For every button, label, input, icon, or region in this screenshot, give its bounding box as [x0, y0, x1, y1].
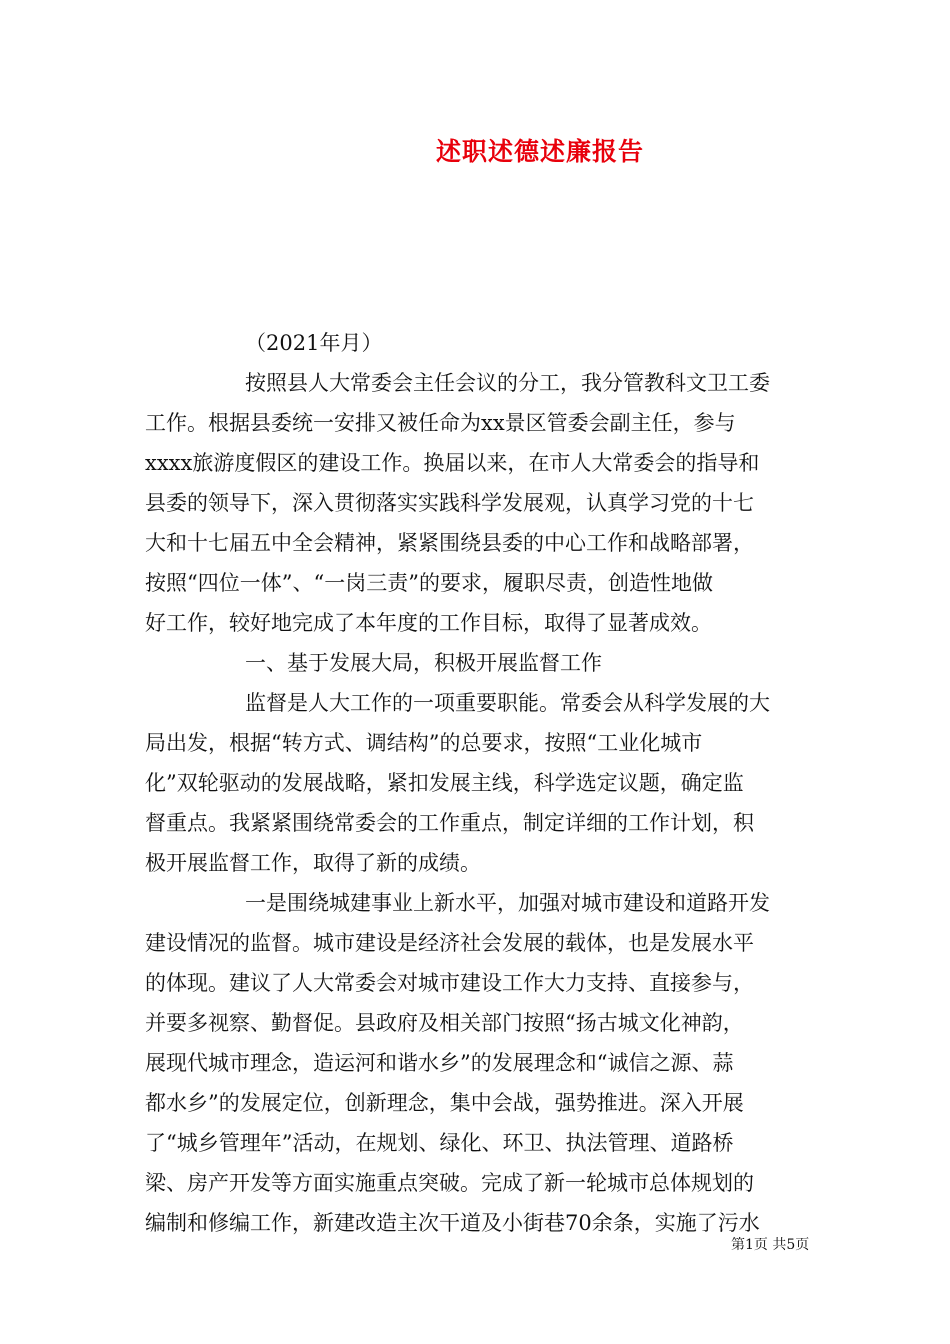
text-line: 局出发，根据“转方式、调结构”的总要求，按照“工业化城市 [145, 731, 703, 755]
text-line: 一是围绕城建事业上新水平，加强对城市建设和道路开发 [245, 891, 770, 915]
text-line: 按照“四位一体”、“一岗三责”的要求，履职尽责，创造性地做 [145, 571, 713, 595]
text-line: 化”双轮驱动的发展战略，紧扣发展主线，科学选定议题，确定监 [145, 771, 744, 795]
text-line: 展现代城市理念，造运河和谐水乡”的发展理念和“诚信之源、蒜 [145, 1051, 734, 1075]
text-line: 的体现。建议了人大常委会对城市建设工作大力支持、直接参与， [145, 971, 754, 995]
text-line: 一、基于发展大局，积极开展监督工作 [245, 651, 602, 675]
text-line: 监督是人大工作的一项重要职能。常委会从科学发展的大 [245, 691, 770, 715]
text-line: 县委的领导下，深入贯彻落实实践科学发展观，认真学习党的十七 [145, 491, 754, 515]
text-line: 梁、房产开发等方面实施重点突破。完成了新一轮城市总体规划的 [145, 1171, 754, 1195]
text-line: 并要多视察、勤督促。县政府及相关部门按照“扬古城文化神韵， [145, 1011, 744, 1035]
text-line: xxxx旅游度假区的建设工作。换届以来，在市人大常委会的指导和 [145, 451, 760, 475]
page-number: 第1页 共5页 [731, 1237, 810, 1253]
text-line: 督重点。我紧紧围绕常委会的工作重点，制定详细的工作计划，积 [145, 811, 754, 835]
text-line: 极开展监督工作，取得了新的成绩。 [145, 851, 481, 875]
text-line: 建设情况的监督。城市建设是经济社会发展的载体，也是发展水平 [145, 931, 754, 955]
document-body [145, 323, 805, 1243]
text-line: 编制和修编工作，新建改造主次干道及小街巷70余条，实施了污水 [145, 1211, 760, 1235]
text-line: 大和十七届五中全会精神，紧紧围绕县委的中心工作和战略部署， [145, 531, 754, 555]
text-line: 都水乡”的发展定位，创新理念，集中会战，强势推进。深入开展 [145, 1091, 744, 1115]
text-line: （2021年月） [245, 331, 383, 355]
document-title: 述职述德述廉报告 [435, 137, 644, 166]
text-line: 按照县人大常委会主任会议的分工，我分管教科文卫工委 [245, 371, 770, 395]
text-line: 好工作，较好地完成了本年度的工作目标，取得了显著成效。 [145, 611, 712, 635]
text-line: 工作。根据县委统一安排又被任命为xx景区管委会副主任，参与 [145, 411, 736, 435]
text-line: 了“城乡管理年”活动，在规划、绿化、环卫、执法管理、道路桥 [145, 1131, 734, 1155]
